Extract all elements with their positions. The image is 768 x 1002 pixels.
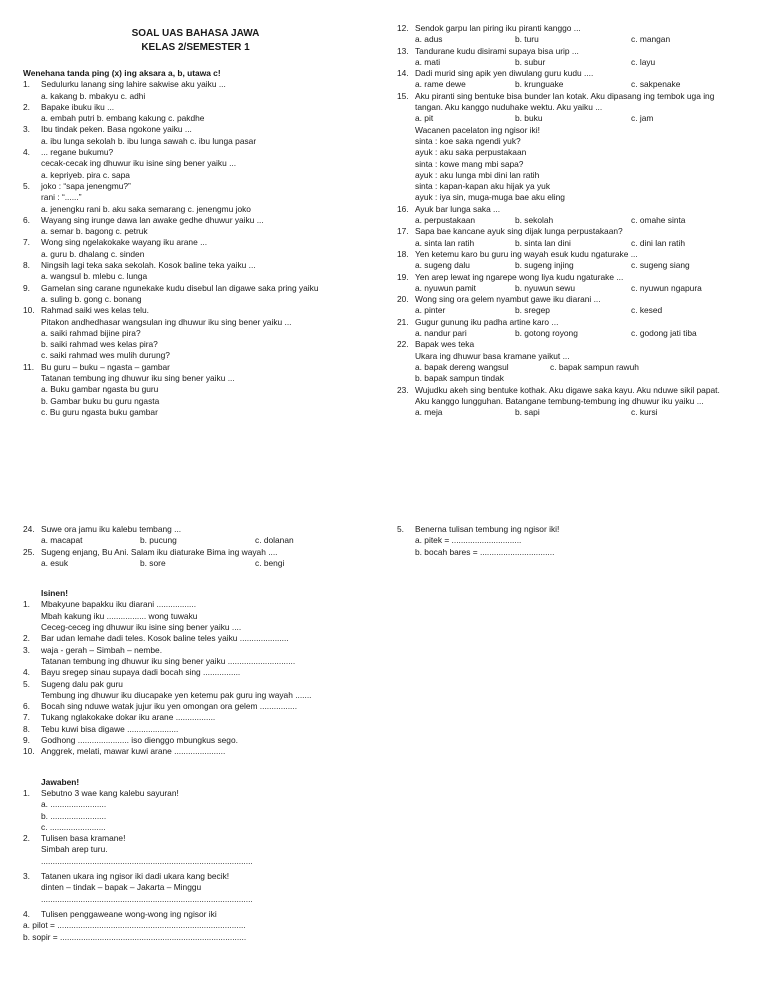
fill-question-4: 4. Bayu sregep sinau supaya dadi bocah sing ................ [23, 667, 241, 678]
question-4-options: a. kepriyeb. pira c. sapa [41, 169, 130, 180]
essay-question-2-line2: Simbah arep turu. [41, 844, 108, 855]
fill-question-1-line2: Mbah kakung iku ................. wong tuwaku [41, 610, 198, 621]
question-20-options: a. pinter b. sregep c. kesed [415, 305, 663, 316]
question-20: 20. Wong sing ora gelem nyambut gawe iku diarani ... [397, 294, 601, 305]
reading-line-5: sinta : kapan-kapan aku hijak ya yuk [415, 181, 551, 192]
reading-line-3: sinta : kowe mang mbi sapa? [415, 158, 524, 169]
question-5-options: a. jenengku rani b. aku saka semarang c. jenengmu joko [41, 203, 251, 214]
question-18: 18. Yen ketemu karo bu guru ing wayah esuk kudu ngaturake ... [397, 248, 638, 259]
question-6: 6. Wayang sing irunge dawa lan awake gedhe dhuwur yaiku ... [23, 214, 264, 225]
fill-question-1-line3: Ceceg-ceceg ing dhuwur iku isine sing bener yaiku .... [41, 622, 242, 633]
question-25-options: a. esuk b. sore c. bengi [41, 557, 285, 568]
question-3-options: a. ibu lunga sekolah b. ibu lunga sawah c. ibu lunga pasar [41, 135, 257, 146]
essay-question-5-blank-a: a. pitek = .............................. [415, 535, 522, 546]
question-2-options: a. embah putri b. embang kakung c. pakdhe [41, 113, 205, 124]
question-10-option-b: b. saiki rahmad wes kelas pira? [41, 339, 158, 350]
document-subtitle: KELAS 2/SEMESTER 1 [141, 41, 250, 53]
page1-right-column [397, 23, 752, 418]
isinen-title: Isinen! [41, 588, 68, 599]
question-12: 12. Sendok garpu lan piring iku piranti kanggo ... [397, 23, 581, 33]
question-1-options: a. kakang b. mbakyu c. adhi [41, 90, 146, 101]
essay-question-3-line2: dinten – tindak – bapak – Jakarta – Minggu [41, 882, 202, 893]
question-17: 17. Sapa bae kancane ayuk sing dijak lunga perpustakaan? [397, 226, 623, 237]
essay-question-1-blank-c: c. ........................ [41, 821, 106, 832]
reading-line-1: sinta : koe saka ngendi yuk? [415, 135, 521, 146]
question-23: 23. Wujudku akeh sing bentuke kothak. Aku digawe saka kayu. Aku nduwe sikil papat. [397, 384, 720, 395]
question-11-option-b: b. Gambar buku bu guru ngasta [41, 395, 160, 406]
question-23-options: a. meja b. sapi c. kursi [415, 407, 658, 418]
question-17-options: a. sinta lan ratih b. sinta lan dini c. dini lan ratih [415, 237, 685, 248]
question-19: 19. Yen arep lewat ing ngarepe wong liya kudu ngaturake ... [397, 271, 624, 282]
reading-line-4: ayuk : aku lunga mbi dini lan ratih [415, 169, 540, 180]
question-13-options: a. mati b. subur c. layu [415, 56, 656, 67]
question-2: 2. Bapake ibuku iku ... [23, 101, 115, 112]
question-7-options: a. guru b. dhalang c. sinden [41, 248, 145, 259]
question-10-option-c: c. saiki rahmad wes mulih durung? [41, 350, 170, 361]
fill-question-6: 6. Bocah sing nduwe watak jujur iku yen omongan ora gelem ................ [23, 701, 298, 712]
essay-question-4-blank-a: a. pilot = ................................................................................. [23, 920, 246, 931]
essay-question-2: 2. Tulisen basa kramane! [23, 833, 126, 844]
question-1: 1. Sedulurku lanang sing lahire sakwise aku yaiku ... [23, 79, 226, 90]
page2-right-column [397, 524, 752, 558]
question-10: 10. Rahmad saiki wes kelas telu. [23, 305, 149, 316]
essay-question-3-blank: ........................................................................................... [41, 893, 253, 904]
question-19-options: a. nyuwun pamit b. nyuwun sewu c. nyuwun ngapura [415, 282, 702, 293]
essay-question-1: 1. Sebutno 3 wae kang kalebu sayuran! [23, 787, 179, 798]
question-22-line2: Ukara ing dhuwur basa kramane yaikut ... [415, 350, 570, 361]
question-14: 14. Dadi murid sing apik yen diwulang guru kudu .... [397, 68, 594, 79]
fill-question-7: 7. Tukang nglakokake dokar iku arane ................. [23, 712, 216, 723]
question-21-options: a. nandur pari b. gotong royong c. godong jati tiba [415, 328, 697, 339]
essay-question-4: 4. Tulisen penggaweane wong-wong ing ngisor iki [23, 908, 217, 919]
fill-question-8: 8. Tebu kuwi bisa digawe ...................... [23, 723, 179, 734]
reading-line-6: ayuk : iya sin, muga-muga bae aku eling [415, 192, 565, 203]
question-25: 25. Sugeng enjang, Bu Ani. Salam iku diaturake Bima ing wayah .... [23, 546, 278, 557]
question-16-options: a. perpustakaan b. sekolah c. omahe sinta [415, 215, 686, 226]
question-18-options: a. sugeng dalu b. sugeng injing c. sugeng siang [415, 260, 690, 271]
question-15: 15. Aku piranti sing bentuke bisa bunder lan kotak. Aku dipasang ing tembok uga ing [397, 90, 715, 101]
question-7: 7. Wong sing ngelakokake wayang iku arane ... [23, 237, 208, 248]
question-8: 8. Ningsih lagi teka saka sekolah. Kosok baline teka yaiku ... [23, 260, 256, 271]
essay-question-3: 3. Tatanen ukara ing ngisor iki dadi ukara kang becik! [23, 871, 230, 882]
page2-left-column [23, 524, 368, 943]
question-16: 16. Ayuk bar lunga saka ... [397, 203, 501, 214]
document-title: SOAL UAS BAHASA JAWA [131, 28, 260, 39]
fill-question-1: 1. Mbakyune bapakku iku diarani ................. [23, 599, 197, 610]
question-8-options: a. wangsul b. mlebu c. lunga [41, 271, 148, 282]
fill-question-5-line2: Tembung ing dhuwur iku diucapake yen ketemu pak guru ing wayah ....... [41, 689, 312, 700]
fill-question-2: 2. Bar udan lemahe dadi teles. Kosok baline teles yaiku ..................... [23, 633, 289, 644]
essay-question-1-blank-a: a. ........................ [41, 799, 107, 810]
essay-question-2-blank: ........................................................................................... [41, 855, 253, 866]
question-10-option-a: a. saiki rahmad bijine pira? [41, 327, 141, 338]
question-12-options: a. adus b. turu c. mangan [415, 34, 671, 45]
fill-question-3-line2: Tatanan tembung ing dhuwur iku sing bener yaiku ............................. [41, 655, 296, 666]
essay-question-5: 5. Benerna tulisan tembung ing ngisor iki! [397, 524, 560, 534]
question-22: 22. Bapak wes teka [397, 339, 475, 350]
question-9: 9. Gamelan sing carane ngunekake kudu disebul lan digawe saka pring yaiku [23, 282, 319, 293]
fill-question-5: 5. Sugeng dalu pak guru [23, 678, 123, 689]
question-22-options: a. bapak dereng wangsul c. bapak sampun rawuh [415, 361, 639, 372]
jawaben-title: Jawaben! [41, 776, 80, 787]
question-5-line2: rani : “......” [41, 192, 82, 203]
question-14-options: a. rame dewe b. krunguake c. sakpenake [415, 79, 681, 90]
question-22-option-extra: b. bapak sampun tindak [415, 373, 504, 384]
essay-question-5-blank-b: b. bocah bares = ................................ [415, 546, 555, 557]
instruction: Wenehana tanda ping (x) ing aksara a, b, utawa c! [23, 68, 221, 78]
question-24-options: a. macapat b. pucung c. dolanan [41, 535, 294, 546]
fill-question-3: 3. waja - gerah – Simbah – nembe. [23, 644, 163, 655]
page1-left-column [23, 27, 368, 418]
fill-question-9: 9. Godhong ...................... iso dienggo mbungkus sego. [23, 735, 238, 746]
question-4: 4. ... regane bukumu? [23, 147, 114, 158]
question-11: 11. Bu guru – buku – ngasta – gambar [23, 361, 170, 372]
question-15-options: a. pit b. buku c. jam [415, 113, 654, 124]
question-10-line2: Pitakon andhedhasar wangsulan ing dhuwur iku sing bener yaiku ... [41, 316, 292, 327]
question-5: 5. joko : “sapa jenengmu?” [23, 180, 131, 191]
reading-line-2: ayuk : aku saka perpustakaan [415, 147, 527, 158]
question-21: 21. Gugur gunung iku padha artine karo ... [397, 316, 559, 327]
essay-question-1-blank-b: b. ........................ [41, 810, 107, 821]
question-11-line2: Tatanan tembung ing dhuwur iku sing bener yaiku ... [41, 373, 235, 384]
reading-title: Wacanen pacelaton ing ngisor iki! [415, 124, 540, 135]
question-13: 13. Tandurane kudu disirami supaya bisa urip ... [397, 45, 579, 56]
question-4-line2: cecak-cecak ing dhuwur iku isine sing bener yaiku ... [41, 158, 237, 169]
question-3: 3. Ibu tindak peken. Basa ngokone yaiku ... [23, 124, 192, 135]
fill-question-10: 10. Anggrek, melati, mawar kuwi arane ...................... [23, 746, 226, 757]
question-24: 24. Suwe ora jamu iku kalebu tembang ... [23, 524, 182, 534]
question-23-line2: Aku kanggo lungguhan. Batangane tembung-tembung ing dhuwur iku yaiku ... [415, 395, 704, 406]
question-15-line2: tangan. Aku kanggo nuduhake wektu. Aku yaiku ... [415, 102, 603, 113]
question-11-option-c: c. Bu guru ngasta buku gambar [41, 406, 158, 417]
essay-question-4-blank-b: b. sopir = ................................................................................ [23, 931, 247, 942]
question-11-option-a: a. Buku gambar ngasta bu guru [41, 384, 159, 395]
question-9-options: a. suling b. gong c. bonang [41, 293, 142, 304]
question-6-options: a. semar b. bagong c. petruk [41, 226, 148, 237]
